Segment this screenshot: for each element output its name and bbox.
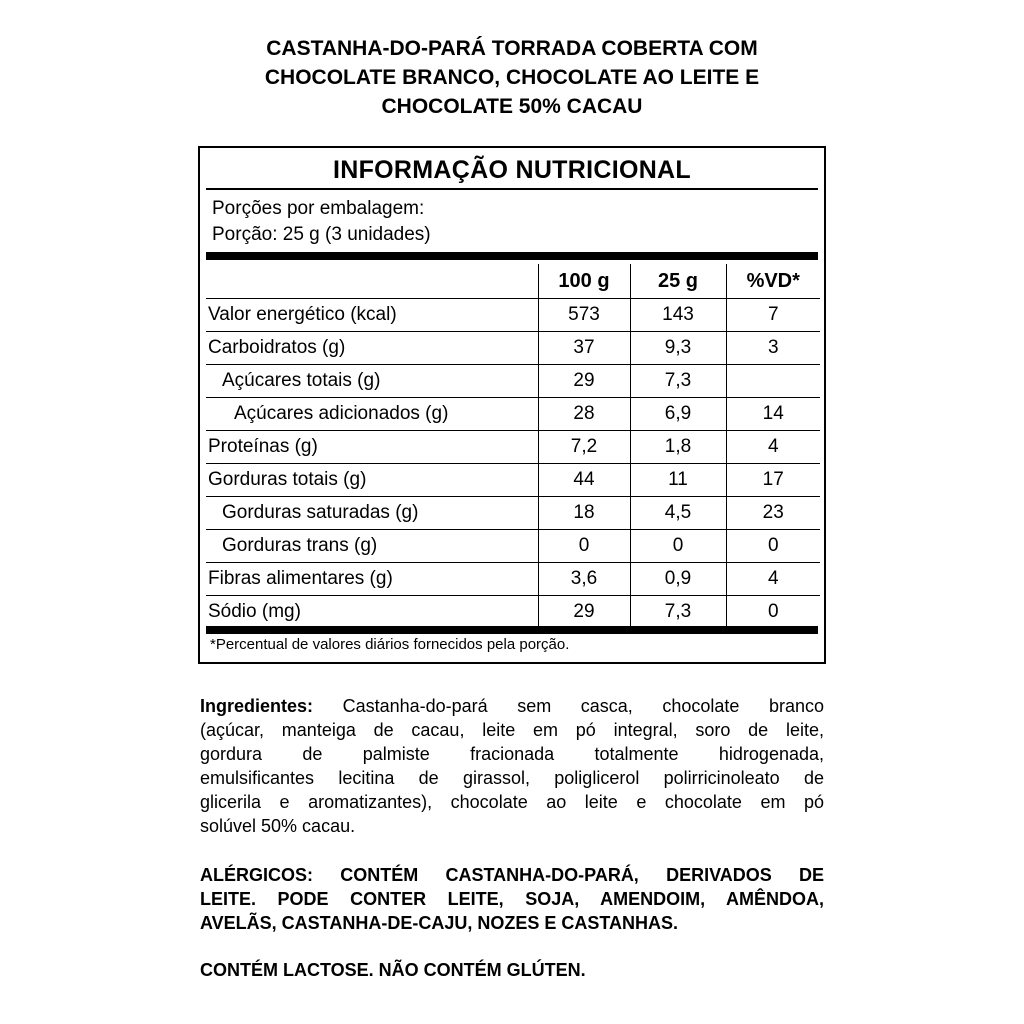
value-100g: 0: [538, 530, 630, 563]
row-label: Valor energético (kcal): [206, 299, 538, 332]
value-100g: 7,2: [538, 431, 630, 464]
value-portion: 11: [630, 464, 726, 497]
ingredients-line: gordura de palmiste fracionada totalmente hidrogenada,: [200, 744, 824, 764]
allergens-line: AVELÃS, CASTANHA-DE-CAJU, NOZES E CASTANHAS.: [200, 913, 679, 933]
allergens-notice: [200, 863, 824, 935]
lactose-gluten-notice: CONTÉM LACTOSE. NÃO CONTÉM GLÚTEN.: [200, 960, 586, 980]
ingredients-line: (açúcar, manteiga de cacau, leite em pó integral, soro de leite,: [200, 720, 824, 740]
value-dv: 4: [726, 563, 820, 596]
header-empty: [206, 264, 538, 299]
value-portion: 0: [630, 530, 726, 563]
row-label: Fibras alimentares (g): [206, 563, 538, 596]
footnote: *Percentual de valores diários fornecidos pela porção.: [210, 636, 570, 653]
value-100g: 29: [538, 365, 630, 398]
row-label: Sódio (mg): [208, 601, 301, 622]
table-row: [206, 332, 820, 365]
divider-thick: [206, 626, 818, 634]
value-dv: 0: [726, 596, 820, 629]
serving-size: Porção: 25 g (3 unidades): [212, 224, 431, 245]
value-dv: 3: [726, 332, 820, 365]
value-100g: 29: [538, 596, 630, 629]
value-portion: 143: [630, 299, 726, 332]
product-title: [180, 34, 844, 121]
value-portion: 6,9: [630, 398, 726, 431]
value-portion: 0,9: [630, 563, 726, 596]
table-row: [206, 530, 820, 563]
table-row: [206, 563, 820, 596]
table-row: [206, 365, 820, 398]
value-dv: 0: [726, 530, 820, 563]
row-label: Gorduras trans (g): [206, 530, 538, 563]
table-row: [206, 398, 820, 431]
table-row: [206, 596, 820, 629]
value-100g: 18: [538, 497, 630, 530]
table-row: [206, 464, 820, 497]
nutrition-facts-table: [198, 146, 826, 664]
divider-thick: [206, 252, 818, 260]
value-dv: 4: [726, 431, 820, 464]
value-dv: [726, 365, 820, 398]
value-dv: 14: [726, 398, 820, 431]
value-100g: 44: [538, 464, 630, 497]
value-100g: 3,6: [538, 563, 630, 596]
row-label: Gorduras saturadas (g): [206, 497, 538, 530]
product-title-line: CHOCOLATE 50% CACAU: [381, 95, 643, 118]
table-row: [206, 497, 820, 530]
ingredients-line: glicerila e aromatizantes), chocolate ao leite e chocolate em pó: [200, 792, 824, 812]
ingredients-text: Castanha-do-pará sem casca, chocolate branco: [313, 696, 824, 716]
nutrition-table: [206, 264, 820, 628]
value-100g: 573: [538, 299, 630, 332]
row-label: Proteínas (g): [206, 431, 538, 464]
column-header-100g: 100 g: [538, 264, 630, 299]
value-portion: 4,5: [630, 497, 726, 530]
row-label: Açúcares adicionados (g): [206, 398, 538, 431]
value-dv: 23: [726, 497, 820, 530]
table-row: [206, 431, 820, 464]
value-100g: 28: [538, 398, 630, 431]
value-portion: 9,3: [630, 332, 726, 365]
value-portion: 7,3: [630, 365, 726, 398]
value-portion: 1,8: [630, 431, 726, 464]
column-header-dv: %VD*: [726, 264, 820, 299]
value-portion: 7,3: [630, 596, 726, 629]
table-header-row: [206, 264, 820, 299]
servings-per-package: Porções por embalagem:: [212, 198, 425, 219]
product-title-line: CASTANHA-DO-PARÁ TORRADA COBERTA COM: [266, 37, 758, 60]
product-title-line: CHOCOLATE BRANCO, CHOCOLATE AO LEITE E: [264, 66, 760, 89]
ingredients-line: [200, 694, 824, 718]
value-dv: 7: [726, 299, 820, 332]
divider: [206, 188, 818, 190]
ingredients-label: Ingredientes:: [200, 696, 314, 716]
nutrition-heading: INFORMAÇÃO NUTRICIONAL: [333, 156, 691, 184]
ingredients-line: emulsificantes lecitina de girassol, poliglicerol polirricinoleato de: [200, 768, 824, 788]
column-header-portion: 25 g: [630, 264, 726, 299]
ingredients-paragraph: [200, 694, 824, 838]
table-row: [206, 299, 820, 332]
row-label: Açúcares totais (g): [206, 365, 538, 398]
value-100g: 37: [538, 332, 630, 365]
row-label: Gorduras totais (g): [206, 464, 538, 497]
value-dv: 17: [726, 464, 820, 497]
ingredients-line: solúvel 50% cacau.: [200, 816, 356, 836]
allergens-line: LEITE. PODE CONTER LEITE, SOJA, AMENDOIM, AMÊNDOA,: [200, 889, 824, 909]
row-label: Carboidratos (g): [206, 332, 538, 365]
allergens-line: ALÉRGICOS: CONTÉM CASTANHA-DO-PARÁ, DERIVADOS DE: [200, 865, 824, 885]
